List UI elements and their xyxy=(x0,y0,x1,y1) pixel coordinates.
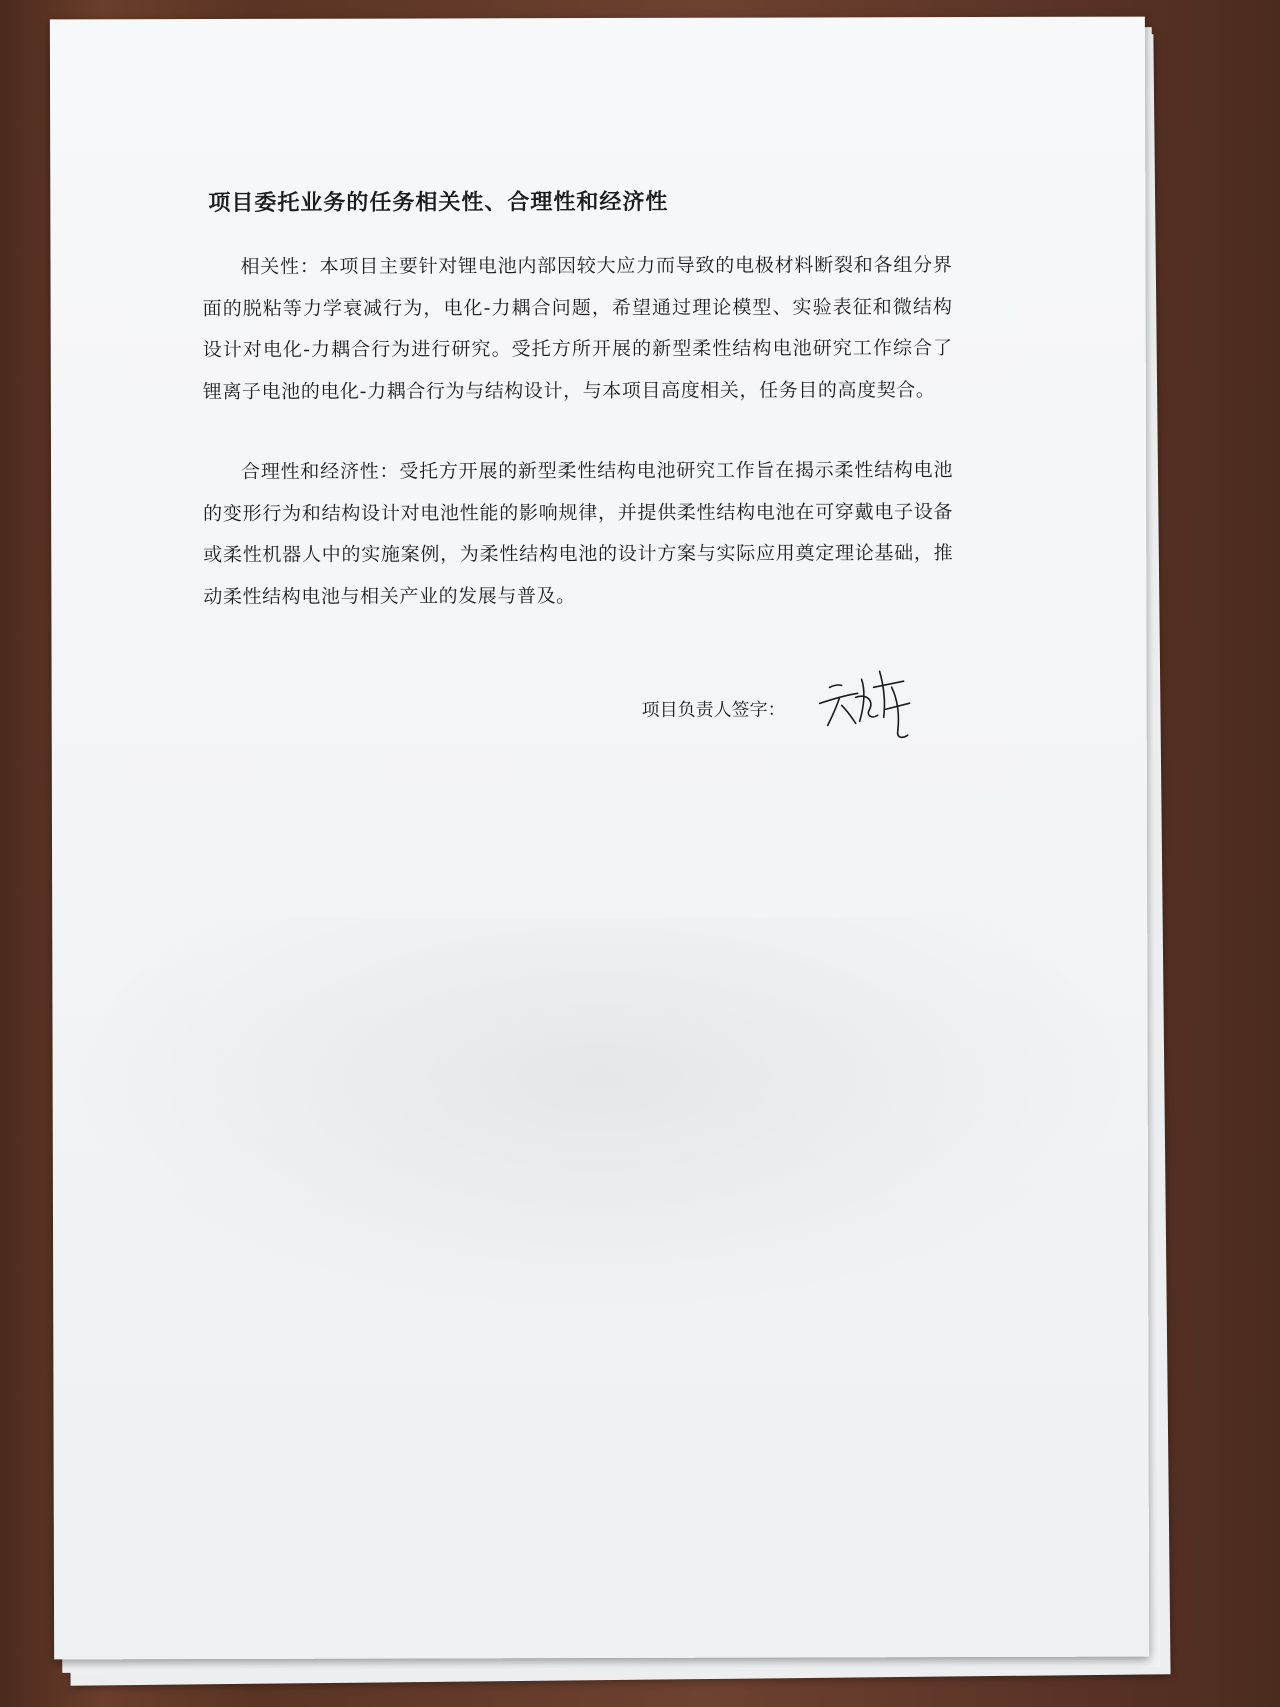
document-title: 项目委托业务的任务相关性、合理性和经济性 xyxy=(208,189,669,217)
signature-label: 项目负责人签字： xyxy=(641,699,786,721)
handwritten-signature xyxy=(812,657,922,747)
paragraph-rationality: 合理性和经济性：受托方开展的新型柔性结构电池研究工作旨在揭示柔性结构电池的变形行为和结构设计对电池性能的影响规律，并提供柔性结构电池在可穿戴电子设备或柔性机器人中的实施案例，为柔性结构电池的设计方案与实际应用奠定理论基础，推动柔性结构电池与相关产业的发展与普及。 xyxy=(203,459,954,608)
document-page xyxy=(50,17,1149,1660)
document-content xyxy=(50,17,1149,1660)
paragraph-relevance: 相关性：本项目主要针对锂电池内部因较大应力而导致的电极材料断裂和各组分界面的脱粘等力学衰减行为，电化-力耦合问题，希望通过理论模型、实验表征和微结构设计对电化-力耦合行为进行研究。受托方所开展的新型柔性结构电池研究工作综合了锂离子电池的电化-力耦合行为与结构设计，与本项目高度相关，任务目的高度契合。 xyxy=(202,254,953,403)
